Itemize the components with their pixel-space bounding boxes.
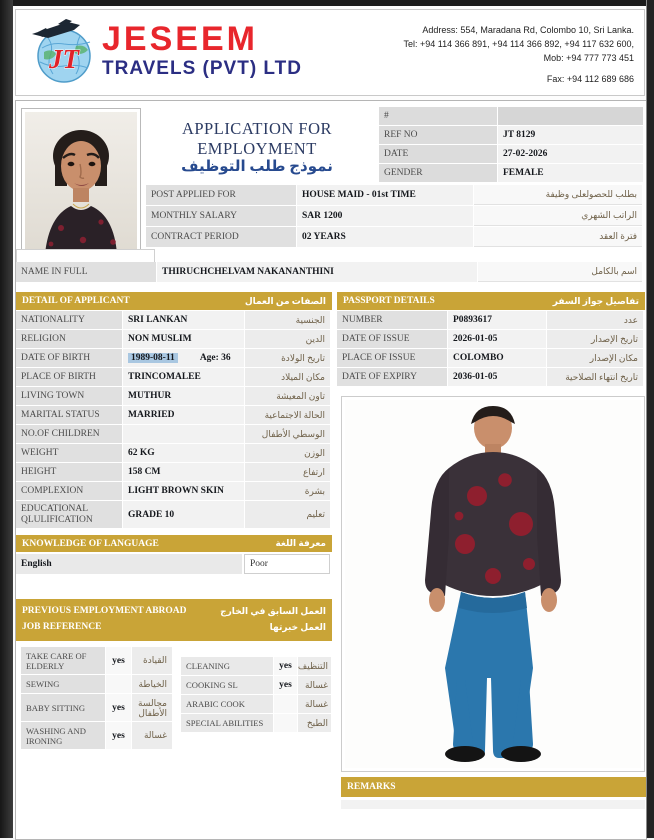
table-row — [16, 482, 332, 500]
issue-place-label: PLACE OF ISSUE — [337, 349, 447, 367]
table-row — [16, 330, 332, 348]
section-header — [16, 535, 332, 552]
elderly-care-arabic: القيادة — [132, 647, 172, 674]
post-table — [146, 185, 643, 248]
viewer-frame-right — [646, 0, 654, 838]
expiry-date-arabic: تاريخ انتهاء الصلاحية — [547, 368, 643, 386]
nationality-arabic: الجنسية — [245, 311, 330, 329]
pob-arabic: مكان الميلاد — [245, 368, 330, 386]
complexion-value: LIGHT BROWN SKIN — [123, 482, 244, 500]
table-row — [181, 676, 332, 694]
skills-table-right — [181, 657, 332, 733]
form-title-ar: نموذج طلب التوظيف — [181, 159, 333, 175]
table-row — [379, 145, 643, 163]
complexion-arabic: بشرة — [245, 482, 330, 500]
special-abilities-value — [274, 714, 297, 732]
contact-address: Address: 554, Maradana Rd, Colombo 10, Sri Lanka. — [422, 25, 634, 35]
cleaning-value: yes — [274, 657, 297, 675]
living-town-arabic: تاون المعيشة — [245, 387, 330, 405]
remarks-body — [341, 800, 645, 809]
contract-period-value: 02 YEARS — [297, 227, 473, 247]
elderly-care-label: TAKE CARE OF ELDERLY — [21, 647, 105, 674]
special-abilities-label: SPECIAL ABILITIES — [181, 714, 273, 732]
washing-label: WASHING AND IRONING — [21, 722, 105, 749]
living-town-value: MUTHUR — [123, 387, 244, 405]
dob-value-highlighted: 1989-08-11 — [128, 353, 178, 363]
applicant-portrait-photo — [21, 108, 141, 258]
arabic-cook-arabic: غسالة — [298, 695, 331, 713]
remarks-title: REMARKS — [347, 782, 396, 792]
section-title-en: PASSPORT DETAILS — [343, 296, 435, 306]
table-row — [21, 647, 173, 674]
form-title-en: APPLICATION FOR EMPLOYMENT — [181, 119, 333, 158]
post-applied-arabic: بطلب للحصولعلى وظيفة — [474, 185, 642, 205]
cleaning-arabic: التنظيف — [298, 657, 331, 675]
company-logo-icon — [28, 18, 98, 86]
contact-tel: Tel: +94 114 366 891, +94 114 366 892, +94 117 632 600, — [403, 39, 634, 49]
issue-place-value: COLOMBO — [448, 349, 546, 367]
weight-arabic: الوزن — [245, 444, 330, 462]
nationality-label: NATIONALITY — [16, 311, 122, 329]
height-label: HEIGHT — [16, 463, 122, 481]
table-row — [16, 444, 332, 462]
table-row — [16, 406, 332, 424]
complexion-label: COMPLEXION — [16, 482, 122, 500]
sewing-arabic: الخياطة — [132, 675, 172, 693]
reference-table — [379, 107, 643, 183]
dob-label: DATE OF BIRTH — [16, 349, 122, 367]
table-row — [337, 349, 645, 367]
age-value: Age: 36 — [199, 353, 231, 363]
table-row — [16, 368, 332, 386]
height-arabic: ارتفاع — [245, 463, 330, 481]
pob-label: PLACE OF BIRTH — [16, 368, 122, 386]
issue-place-arabic: مكان الإصدار — [547, 349, 643, 367]
contact-fax: Fax: +94 112 689 686 — [546, 74, 634, 84]
religion-arabic: الدين — [245, 330, 330, 348]
washing-value: yes — [106, 722, 131, 749]
monthly-salary-value: SAR 1200 — [297, 206, 473, 226]
ref-date-label: DATE — [379, 145, 497, 163]
letterhead — [15, 9, 645, 96]
name-row — [16, 262, 643, 282]
sewing-label: SEWING — [21, 675, 105, 693]
contract-period-arabic: فترة العقد — [474, 227, 642, 247]
prev-employment-en: PREVIOUS EMPLOYMENT ABROAD — [22, 606, 187, 616]
name-arabic: اسم بالكامل — [478, 262, 642, 282]
babysitting-value: yes — [106, 694, 131, 721]
table-row — [181, 714, 332, 732]
weight-label: WEIGHT — [16, 444, 122, 462]
language-level: Poor — [244, 554, 330, 574]
issue-date-value: 2026-01-05 — [448, 330, 546, 348]
ref-hash-value — [498, 107, 643, 125]
table-row — [16, 349, 332, 367]
marital-status-arabic: الحالة الاجتماعية — [245, 406, 330, 424]
language-name: English — [16, 554, 242, 574]
table-row — [16, 387, 332, 405]
sewing-value — [106, 675, 131, 693]
issue-date-arabic: تاريخ الإصدار — [547, 330, 643, 348]
children-arabic: الوسطي الأطفال — [245, 425, 330, 443]
svg-text:JT: JT — [49, 44, 79, 74]
section-title-en: KNOWLEDGE OF LANGUAGE — [22, 538, 159, 549]
table-row — [337, 330, 645, 348]
ref-date-value: 27-02-2026 — [498, 145, 643, 163]
monthly-salary-label: MONTHLY SALARY — [146, 206, 296, 226]
washing-arabic: غسالة — [132, 722, 172, 749]
cooking-sl-value: yes — [274, 676, 297, 694]
expiry-date-value: 2036-01-05 — [448, 368, 546, 386]
table-row — [337, 368, 645, 386]
job-reference-en: JOB REFERENCE — [22, 622, 102, 632]
table-row — [21, 675, 173, 693]
weight-value: 62 KG — [123, 444, 244, 462]
living-town-label: LIVING TOWN — [16, 387, 122, 405]
table-row — [337, 311, 645, 329]
job-reference-ar: العمل خبرتها — [269, 622, 326, 632]
prev-employment-ar: العمل السابق في الخارج — [220, 606, 326, 616]
table-row — [146, 185, 643, 205]
viewer-frame-left — [0, 0, 13, 838]
monthly-salary-arabic: الراتب الشهري — [474, 206, 642, 226]
contact-mob: Mob: +94 777 773 451 — [543, 53, 634, 63]
contract-period-label: CONTRACT PERIOD — [146, 227, 296, 247]
name-value: THIRUCHCHELVAM NAKANANTHINI — [157, 262, 477, 282]
table-row — [21, 694, 173, 721]
table-row — [16, 463, 332, 481]
dob-arabic: تاريخ الولادة — [245, 349, 330, 367]
babysitting-label: BABY SITTING — [21, 694, 105, 721]
ref-gender-label: GENDER — [379, 164, 497, 182]
table-row — [181, 695, 332, 713]
arabic-cook-label: ARABIC COOK — [181, 695, 273, 713]
detail-of-applicant-section — [16, 292, 332, 529]
table-row — [16, 501, 332, 528]
table-row — [16, 554, 332, 574]
cooking-sl-label: COOKING SL — [181, 676, 273, 694]
company-name-block — [102, 22, 302, 80]
ref-no-value: JT 8129 — [498, 126, 643, 144]
contact-block — [394, 23, 634, 86]
empty-cell — [16, 249, 155, 263]
company-name: JESEEM — [102, 20, 258, 58]
applicant-fullbody-photo — [341, 396, 645, 772]
marital-status-label: MARITAL STATUS — [16, 406, 122, 424]
previous-employment-header — [16, 599, 332, 641]
pob-value: TRINCOMALEE — [123, 368, 244, 386]
nationality-value: SRI LANKAN — [123, 311, 244, 329]
application-form — [15, 100, 647, 840]
company-subtitle: TRAVELS (PVT) LTD — [102, 58, 302, 79]
section-title-ar: تفاصيل جواز السفر — [552, 295, 639, 306]
name-label: NAME IN FULL — [16, 262, 156, 282]
children-label: NO.OF CHILDREN — [16, 425, 122, 443]
section-header — [16, 292, 332, 310]
arabic-cook-value — [274, 695, 297, 713]
table-row — [146, 206, 643, 226]
babysitting-arabic: مجالسة الأطفال — [132, 694, 172, 721]
post-applied-label: POST APPLIED FOR — [146, 185, 296, 205]
religion-label: RELIGION — [16, 330, 122, 348]
passport-number-arabic: عدد — [547, 311, 643, 329]
section-header — [337, 292, 645, 310]
expiry-date-label: DATE OF EXPIRY — [337, 368, 447, 386]
children-value — [123, 425, 244, 443]
cooking-sl-arabic: غسالة — [298, 676, 331, 694]
passport-details-section — [337, 292, 645, 387]
skills-table-left — [21, 647, 173, 750]
ref-hash-label: # — [379, 107, 497, 125]
section-title-ar: معرفة اللغة — [275, 538, 326, 548]
height-value: 158 CM — [123, 463, 244, 481]
special-abilities-arabic: الطبخ — [298, 714, 331, 732]
elderly-care-value: yes — [106, 647, 131, 674]
ref-gender-value: FEMALE — [498, 164, 643, 182]
education-arabic: تعليم — [245, 501, 330, 528]
table-row — [16, 311, 332, 329]
cleaning-label: CLEANING — [181, 657, 273, 675]
viewer-frame-top — [0, 0, 654, 6]
religion-value: NON MUSLIM — [123, 330, 244, 348]
education-value: GRADE 10 — [123, 501, 244, 528]
table-row — [181, 657, 332, 675]
remarks-header — [341, 777, 654, 797]
table-row — [146, 227, 643, 247]
table-row — [21, 722, 173, 749]
marital-status-value: MARRIED — [123, 406, 244, 424]
issue-date-label: DATE OF ISSUE — [337, 330, 447, 348]
passport-number-value: P0893617 — [448, 311, 546, 329]
section-title-ar: الصفات من العمال — [244, 295, 326, 306]
post-applied-value: HOUSE MAID - 01st TIME — [297, 185, 473, 205]
passport-number-label: NUMBER — [337, 311, 447, 329]
ref-no-label: REF NO — [379, 126, 497, 144]
section-title-en: DETAIL OF APPLICANT — [22, 296, 130, 306]
table-row — [379, 126, 643, 144]
table-row — [379, 107, 643, 125]
education-label: EDUCATIONAL QLULIFICATION — [16, 501, 122, 528]
language-section — [16, 535, 332, 575]
table-row — [379, 164, 643, 182]
table-row — [16, 425, 332, 443]
